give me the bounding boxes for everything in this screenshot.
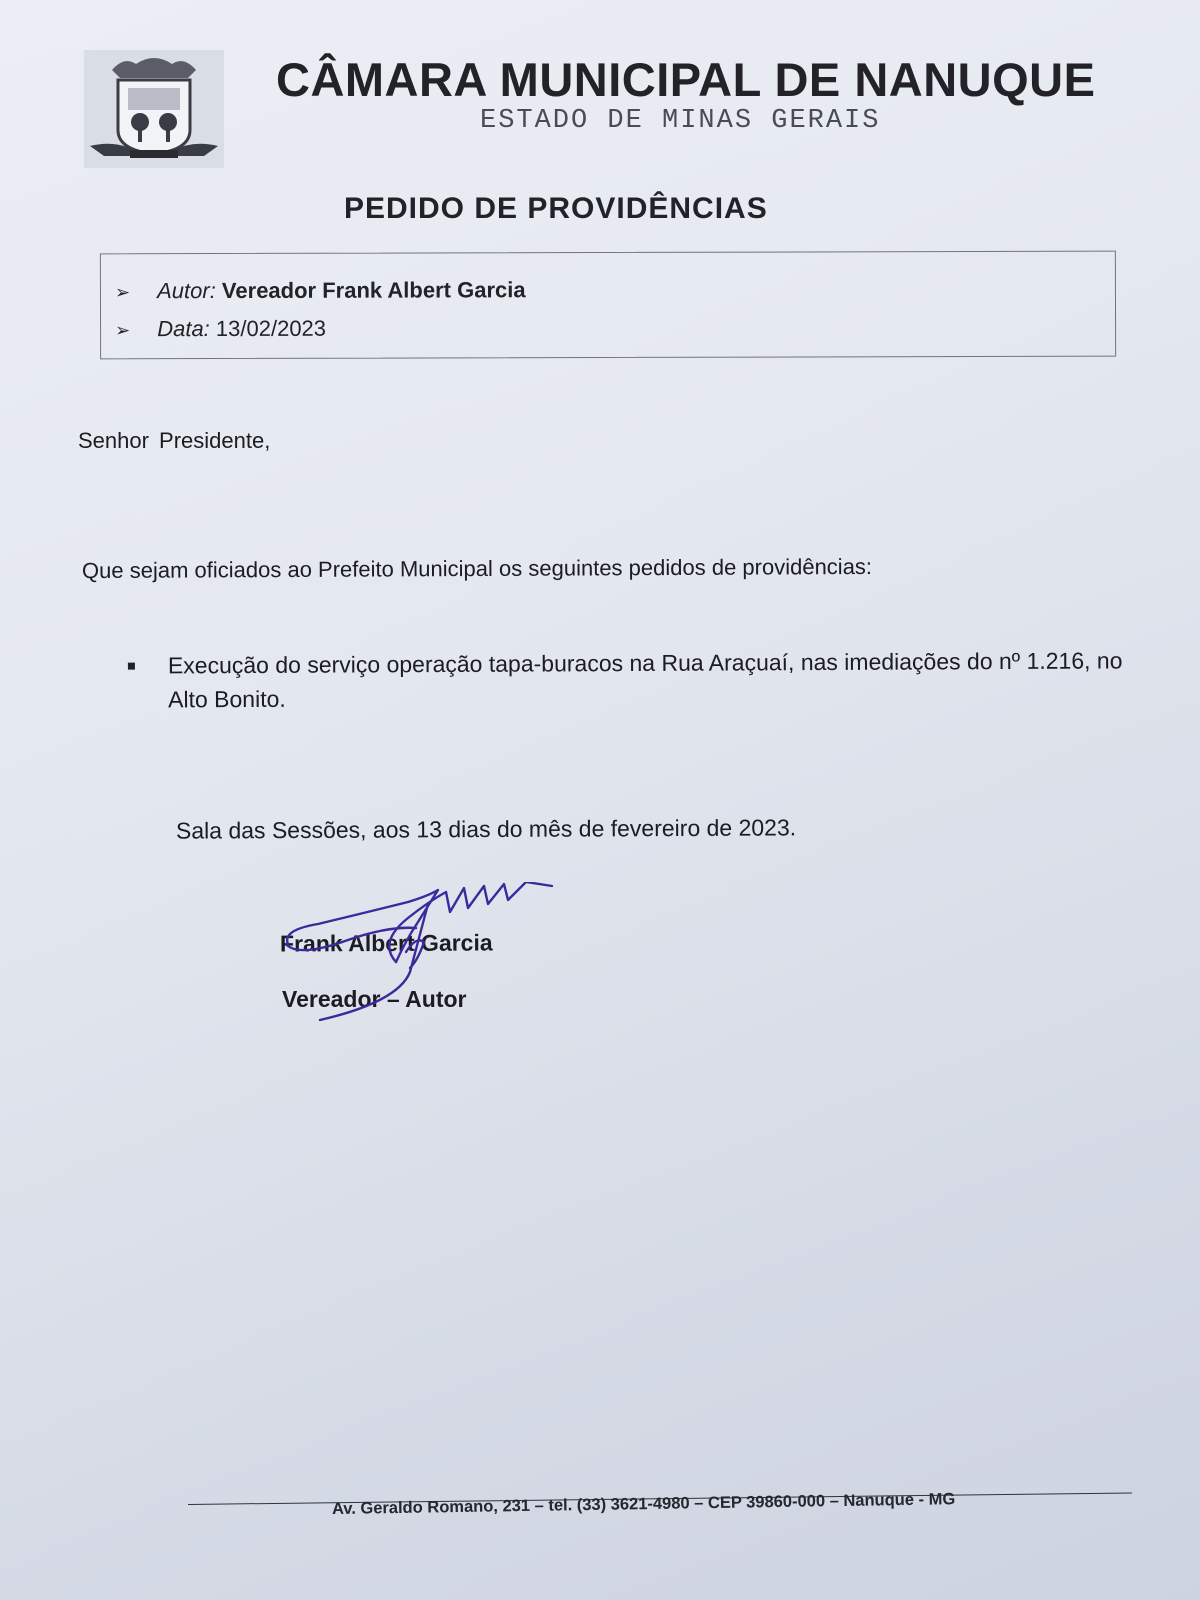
author-value: Vereador Frank Albert Garcia xyxy=(221,277,526,304)
author-label: Autor: xyxy=(157,278,216,304)
municipal-coat-of-arms-icon xyxy=(84,50,224,168)
date-label: Data: xyxy=(157,316,210,342)
document-title: PEDIDO DE PROVIDÊNCIAS xyxy=(344,192,768,225)
info-box xyxy=(100,251,1116,360)
greeting: Senhor Presidente, xyxy=(78,428,271,453)
arrow-bullet-icon: ➢ xyxy=(115,320,131,341)
list-item xyxy=(128,643,1128,716)
handwritten-signature xyxy=(278,882,578,1042)
author-row xyxy=(115,277,526,304)
organization-title: CÂMARA MUNICIPAL DE NANUQUE xyxy=(276,53,1096,106)
signer-role: Vereador – Autor xyxy=(282,986,467,1012)
date-value: 13/02/2023 xyxy=(215,315,327,342)
intro-paragraph: Que sejam oficiados ao Prefeito Municipal os seguintes pedidos de providências: xyxy=(81,553,873,584)
date-row xyxy=(115,316,326,343)
closing-line: Sala das Sessões, aos 13 dias do mês de fevereiro de 2023. xyxy=(175,814,797,844)
organization-state: ESTADO DE MINAS GERAIS xyxy=(480,106,881,136)
footer-address: Av. Geraldo Romano, 231 – tel. (33) 3621-4980 – CEP 39860-000 – Nanuque - MG xyxy=(331,1490,956,1518)
signer-name: Frank Albert Garcia xyxy=(279,929,493,957)
arrow-bullet-icon: ➢ xyxy=(114,282,131,303)
request-text: Execução do serviço operação tapa-buracos na Rua Araçuaí, nas imediações do nº 1.216, no Alto Bonito. xyxy=(167,647,1123,713)
square-bullet-icon xyxy=(128,663,135,670)
